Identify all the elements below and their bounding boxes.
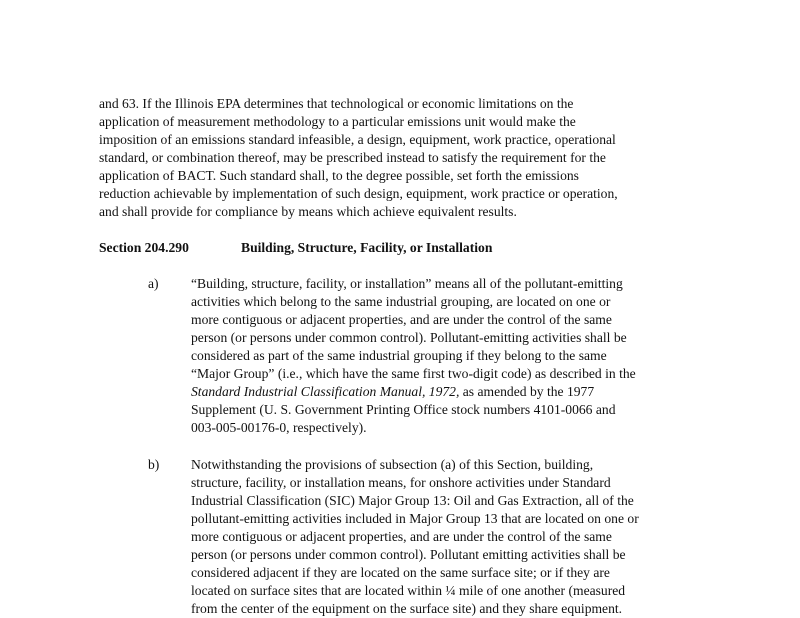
text-line: application of measurement methodology to a particular emissions unit would make the xyxy=(99,114,576,129)
text-line: “Major Group” (i.e., which have the same first two-digit code) as described in the xyxy=(191,366,636,381)
text-line xyxy=(191,383,711,401)
text-line: more contiguous or adjacent properties, and are under the control of the same xyxy=(191,312,612,327)
text-line: 003-005-00176-0, respectively). xyxy=(191,420,367,435)
subsection-body xyxy=(191,275,711,437)
text-line: more contiguous or adjacent properties, and are under the control of the same xyxy=(191,529,612,544)
text-line: Supplement (U. S. Government Printing Office stock numbers 4101-0066 and xyxy=(191,402,616,417)
manual-title: Standard Industrial Classification Manual, 1972, xyxy=(191,384,460,399)
text-line: from the center of the equipment on the surface site) and they share equipment. xyxy=(191,601,623,616)
subsection-b xyxy=(99,456,711,618)
text-line: “Building, structure, facility, or installation” means all of the pollutant-emitting xyxy=(191,276,623,291)
text-line: person (or persons under common control). Pollutant-emitting activities shall be xyxy=(191,330,627,345)
text-line: imposition of an emissions standard infeasible, a design, equipment, work practice, operational xyxy=(99,132,616,147)
text-line: structure, facility, or installation means, for onshore activities under Standard xyxy=(191,475,611,490)
text-line: and shall provide for compliance by means which achieve equivalent results. xyxy=(99,204,517,219)
intro-paragraph xyxy=(99,95,711,221)
text-line: reduction achievable by implementation of such design, equipment, work practice or operation, xyxy=(99,186,618,201)
text-line: activities which belong to the same industrial grouping, are located on one or xyxy=(191,294,611,309)
section-number: Section 204.290 xyxy=(99,240,189,255)
text-line: considered adjacent if they are located on the same surface site; or if they are xyxy=(191,565,610,580)
text-line: located on surface sites that are located within ¼ mile of one another (measured xyxy=(191,583,626,598)
text-line: and 63. If the Illinois EPA determines that technological or economic limitations on the xyxy=(99,96,574,111)
text-line: pollutant-emitting activities included in Major Group 13 that are located on one or xyxy=(191,511,639,526)
section-heading xyxy=(99,239,493,257)
text-line: considered as part of the same industrial grouping if they belong to the same xyxy=(191,348,607,363)
text-line: application of BACT. Such standard shall, to the degree possible, set forth the emissions xyxy=(99,168,579,183)
text-line: standard, or combination thereof, may be prescribed instead to satisfy the requirement for the xyxy=(99,150,606,165)
text-line: Industrial Classification (SIC) Major Group 13: Oil and Gas Extraction, all of the xyxy=(191,493,634,508)
text-line: person (or persons under common control). Pollutant emitting activities shall be xyxy=(191,547,626,562)
subsection-body xyxy=(191,456,711,618)
subsection-marker: a) xyxy=(148,276,159,291)
text-fragment: as amended by the 1977 xyxy=(459,384,595,399)
subsection-marker: b) xyxy=(148,457,160,472)
section-title: Building, Structure, Facility, or Installation xyxy=(241,240,493,255)
text-line: Notwithstanding the provisions of subsection (a) of this Section, building, xyxy=(191,457,594,472)
subsection-a xyxy=(99,275,711,437)
